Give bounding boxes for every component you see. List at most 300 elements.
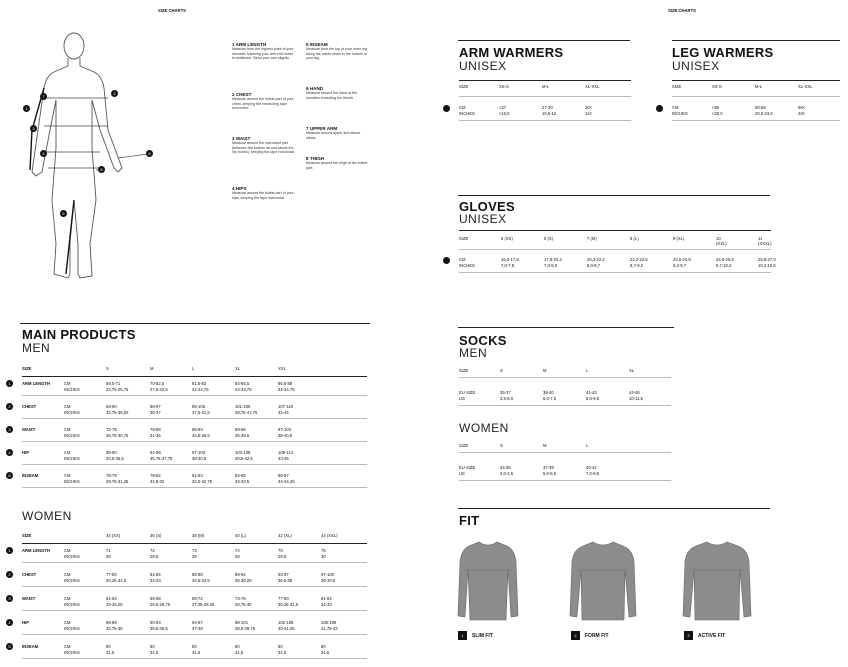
unit-inches: INCHES [64,479,80,484]
table-cell: 72 [150,548,155,553]
table-cell: 101-106 [235,404,251,409]
table-header-rule [22,543,367,544]
unit-cm: CM [459,105,466,110]
table-cell: 86-87 [278,473,289,478]
table-cell: 20,0-23,0 [755,111,773,116]
unit-cm: CM [64,620,71,625]
row-label: US [459,471,465,476]
unit-cm: CM [64,381,71,386]
table-cell: 89-98 [235,427,246,432]
table-cell: 5,0-6,5 [543,471,557,476]
table-header-cell: 44 (XXL) [321,533,338,538]
leg-warmers-rule [672,40,840,41]
table-cell: 61-64 [106,596,117,601]
unit-inches: INCHES [64,602,80,607]
unit-inches: INCHES [64,578,80,583]
table-cell: 33-33,5 [235,479,250,484]
row-label: US [459,396,465,401]
table-cell: 33-33,75 [235,387,252,392]
main-products-title: MAIN PRODUCTS [22,327,136,342]
marker-arm-length: 1 [23,105,30,112]
table-cell: 31,5-32 [150,479,165,484]
table-cell: 33,5-35,5 [106,456,124,461]
table-cell: 107-116 [278,404,294,409]
table-cell: 9,7-10,2 [716,263,732,268]
table-cell: 7,0-7,8 [501,263,515,268]
table-cell: 33,5-36,5 [192,433,210,438]
table-cell: 97-100 [321,572,335,577]
table-header-cell: 36 (S) [150,533,162,538]
table-cell: 35-38,5 [235,433,250,438]
row-marker: 1 [6,380,13,387]
row-label: ARM LENGTH [22,381,50,386]
unit-inches: INCHES [64,554,80,559]
socks-header-rule [459,377,671,378]
table-cell: <10,5 [499,111,510,116]
table-cell: 79-82 [150,473,161,478]
table-cell: 40,5-42,5 [235,456,253,461]
unit-inches: INCHES [64,410,80,415]
table-header-cell: SIZE [672,84,682,89]
table-header-cell: S [106,366,109,371]
table-cell: 41,75-43 [321,626,338,631]
table-header-cell: 8 (L) [630,236,639,241]
table-cell: 72-78 [106,427,117,432]
main-products-women-subtitle: WOMEN [22,509,72,523]
table-cell: 17,8-20,3 [544,257,562,262]
table-cell: 88-97 [150,404,161,409]
measure-4: 4 HIPS Measure around the fullest part of your hips, keeping the tape horizontal. [232,186,294,200]
unit-inches: INCHES [64,650,80,655]
table-row-rule [22,610,367,611]
table-cell: 98-101 [235,620,249,625]
row-marker: 2 [6,571,13,578]
table-cell: 35-36,25 [235,578,252,583]
table-cell: 75 [278,548,283,553]
table-header-cell: M-L [542,84,550,89]
table-row-rule [22,487,367,488]
unit-inches: INCHES [64,433,80,438]
active-fit-shirt [682,540,752,622]
table-cell: 86,5-88 [278,381,293,386]
table-header-cell: XL [629,368,635,373]
table-row-rule [22,395,367,396]
table-header-cell: SIZE [459,368,469,373]
table-cell: 76 [321,548,326,553]
table-cell: 29,5 [278,554,287,559]
table-cell: 9,2-9,7 [673,263,687,268]
table-cell: 20,3-22,2 [587,257,605,262]
table-cell: 35-37 [500,390,511,395]
socks-rule [458,327,674,328]
table-cell: 30< [585,105,593,110]
row-marker [443,105,450,112]
table-header-cell: XL-XXL [585,84,600,89]
table-cell: 38-40 [543,390,554,395]
table-header-cell: 6 (S) [544,236,554,241]
table-cell: <20,0 [712,111,723,116]
table-cell: 31,5 [150,650,159,655]
table-cell: 35-37 [150,410,161,415]
row-marker: 4 [6,449,13,456]
table-cell: 24,8-25,8 [716,257,734,262]
table-cell: 25,5-26,75 [150,602,171,607]
table-header-cell: M [150,366,154,371]
table-header-cell: 5 (XS) [501,236,513,241]
table-cell: 71 [106,548,111,553]
table-cell: 8,0-8,7 [587,263,601,268]
row-marker: 2 [6,403,13,410]
table-cell: 30,25-31,5 [278,602,299,607]
main-products-men-subtitle: MEN [22,341,51,355]
table-cell: 44-46 [629,390,640,395]
table-cell: 77-80 [278,596,289,601]
table-cell: 80 [192,644,197,649]
table-cell: 32,5-32,75 [192,479,213,484]
table-cell: 32-33 [321,602,332,607]
measure-1: 1 ARM LENGTH Measure from the highest point of your shoulder following your arm until down to wristbone. Bend your arm slightly. [232,42,294,61]
table-cell: 23,5-24,8 [673,257,691,262]
row-label: INSEAM [22,644,39,649]
row-label: ARM LENGTH [22,548,50,553]
table-cell: 8,0-9,5 [586,396,600,401]
table-cell: 38,5-39,75 [235,626,256,631]
table-cell: 85-93 [192,427,203,432]
main-products-rule [20,323,370,324]
fit-number-3: 3 [684,631,693,640]
table-cell: 102-105 [278,620,294,625]
table-header-cell: M [543,368,547,373]
table-cell: 38-39,5 [321,578,336,583]
unit-cm: CM [64,473,71,478]
table-header-cell: XS-S [712,84,722,89]
page-header-right: SIZE CHARTS [668,8,696,13]
fit-rule [458,508,770,509]
table-cell: 37,5-41,5 [192,410,210,415]
table-cell: 70-82,5 [150,381,165,386]
row-label: CHEST [22,572,37,577]
table-row-rule [22,464,367,465]
table-header-cell: 11 (XXXL) [758,236,772,246]
table-cell: 106-109 [321,620,337,625]
table-row-rule [672,120,840,121]
row-marker [443,257,450,264]
table-header-cell: 34 (XS) [106,533,121,538]
row-marker: 5 [6,643,13,650]
table-cell: 80 [106,644,111,649]
table-cell: 3,0-4,5 [500,471,514,476]
arm-warmers-subtitle: UNISEX [459,59,507,73]
marker-inseam: 5 [60,210,67,217]
table-cell: 27,5-32,5 [150,387,168,392]
table-cell: 16,0-17,8 [501,257,519,262]
row-marker: 5 [6,472,13,479]
table-cell: 7,0-8,5 [586,471,600,476]
table-top-rule [459,80,631,81]
socks-row-rule [459,405,671,406]
table-cell: 10-11,5 [629,396,643,401]
table-header-cell: SIZE [22,533,32,538]
table-cell: 41-43 [586,390,597,395]
measure-5: 5 INSEAM Measure from the top of your inner leg along the inside seam to the bottom of your leg. [306,42,367,61]
leg-warmers-title: LEG WARMERS [672,45,774,60]
table-cell: 76-79 [106,473,117,478]
table-cell: 40-42 [586,465,597,470]
table-header-rule [459,96,631,97]
table-cell: 10,5-12 [542,111,557,116]
table-cell: 12< [585,111,593,116]
gloves-title: GLOVES [459,199,515,214]
table-header-rule [672,96,840,97]
table-top-rule [672,80,840,81]
table-cell: 28,75-30 [235,602,252,607]
row-label: HIP [22,620,29,625]
row-label: EU SIZE [459,390,476,395]
table-cell: 27,25-28,25 [192,602,215,607]
table-row-rule [22,562,367,563]
table-cell: 37-38 [192,626,203,631]
table-header-cell: XL-XXL [798,84,813,89]
table-cell: 90-93 [150,620,161,625]
table-header-cell: XS-S [499,84,509,89]
row-marker: 3 [6,595,13,602]
row-label: WAIST [22,427,36,432]
table-cell: 95-105 [192,404,206,409]
table-cell: 32,75-35,50 [106,410,129,415]
table-cell: 58< [798,105,806,110]
table-cell: 31,5 [106,650,115,655]
table-cell: 81-84 [150,572,161,577]
table-cell: 97-103 [278,427,292,432]
table-cell: 38-40,5 [278,433,293,438]
table-cell: 81,5-83 [192,381,207,386]
form-fit-shirt [569,540,637,622]
table-cell: 25,8-27,0 [758,257,776,262]
table-cell: 84-85 [235,473,246,478]
table-cell: 28,75-30,75 [106,433,129,438]
table-row-rule [22,634,367,635]
table-cell: 74 [235,548,240,553]
fit-label-active: ACTIVE FIT [698,633,726,639]
table-header-cell: SIZE [459,443,469,448]
unit-inches: INCHES [672,111,688,116]
row-marker: 1 [6,547,13,554]
table-cell: 80 [321,644,326,649]
marker-chest: 2 [111,90,118,97]
page-header-left: SIZE CHARTS [158,8,186,13]
table-cell: 80 [278,644,283,649]
row-label: WAIST [22,596,36,601]
table-cell: 39,75-41,75 [235,410,258,415]
table-cell: <50 [712,105,720,110]
table-header-cell: L [192,366,195,371]
measure-7: 7 UPPER ARM Measure around upper arm above elbow. [306,126,361,140]
table-cell: 32-32,75 [192,387,209,392]
arm-warmers-rule [458,40,630,41]
table-header-cell: XL [235,366,241,371]
row-marker: 4 [6,619,13,626]
measure-8: 8 THIGH Measure around the thigh at the fullest part. [306,156,368,170]
table-cell: 93-97 [278,572,289,577]
table-header-cell: XXL [278,366,286,371]
table-cell: <27 [499,105,507,110]
arm-warmers-title: ARM WARMERS [459,45,564,60]
table-cell: 31-35 [150,433,161,438]
row-label: CHEST [22,404,37,409]
table-cell: 73 [192,548,197,553]
table-cell: 33,5-34,5 [192,578,210,583]
table-cell: 81-84 [321,596,332,601]
table-cell: 28,5 [150,554,159,559]
socks-men-subtitle: MEN [459,346,488,360]
table-cell: 34-34,75 [278,387,295,392]
table-cell: 24-25,25 [106,602,123,607]
table-cell: 37-39 [543,465,554,470]
table-cell: 27-30 [542,105,553,110]
table-header-cell: S [500,368,503,373]
table-cell: 97-103 [192,450,206,455]
table-header-cell: L [586,443,589,448]
table-cell: 7,0-8,0 [544,263,558,268]
table-cell: 50-58 [755,105,766,110]
fit-number-1: 1 [458,631,467,640]
marker-thigh: 8 [98,166,105,173]
table-row-rule [22,418,367,419]
socks-women-subtitle: WOMEN [459,421,509,435]
table-header-cell: S [500,443,503,448]
table-cell: 89-92 [235,572,246,577]
table-cell: 22,2-23,5 [630,257,648,262]
table-cell: 29 [192,554,197,559]
table-cell: 85-88 [192,572,203,577]
table-cell: 109-114 [278,450,294,455]
table-header-cell: SIZE [459,84,469,89]
table-cell: 91-98 [150,450,161,455]
table-cell: 36,5-38 [278,578,293,583]
unit-cm: CM [672,105,679,110]
socks-header-rule [459,452,671,453]
table-header-cell: 10 (XXL) [716,236,727,246]
table-cell: 86-89 [106,620,117,625]
table-cell: 80 [235,644,240,649]
marker-waist: 3 [30,125,37,132]
table-cell: 73-76 [235,596,246,601]
table-cell: 80 [150,644,155,649]
unit-inches: INCHES [459,263,475,268]
unit-cm: CM [64,404,71,409]
table-cell: 31,5 [235,650,244,655]
table-row-rule [459,120,631,121]
unit-cm: CM [64,596,71,601]
gloves-header-rule [459,249,771,250]
table-cell: 81-83 [192,473,203,478]
table-cell: 85-90 [106,450,117,455]
table-cell: 6,0-7,5 [543,396,557,401]
unit-cm: CM [64,572,71,577]
row-label: HIP [22,450,29,455]
table-cell: 31,5 [278,650,287,655]
unit-cm: CM [64,644,71,649]
table-cell: 29 [235,554,240,559]
fit-number-2: 2 [571,631,580,640]
table-row-rule [22,658,367,659]
row-label: INSEAM [22,473,39,478]
measure-3: 3 WAIST Measure around the narrowest part (between the bottom rib and above the hip bones), keeping the tape horizontal. [232,136,295,155]
table-header-cell: 40 (L) [235,533,246,538]
unit-inches: INCHES [64,626,80,631]
table-cell: 30,25-31,5 [106,578,127,583]
table-cell: 35,5-36,5 [150,626,168,631]
table-cell: 38-40,5 [192,456,207,461]
table-cell: 103-108 [235,450,251,455]
table-cell: 30 [321,554,326,559]
table-cell: 28 [106,554,111,559]
table-cell: 23< [798,111,806,116]
unit-inches: INCHES [64,456,80,461]
table-row-rule [22,441,367,442]
unit-inches: INCHES [459,111,475,116]
gloves-top-rule [459,230,771,231]
socks-row-rule [459,480,671,481]
fit-label-slim: SLIM FIT [472,633,493,639]
row-label: EU SIZE [459,465,476,470]
table-cell: 42-44 [278,410,289,415]
table-cell: 77-80 [106,572,117,577]
table-cell: 69-72 [192,596,203,601]
table-cell: 34-36 [500,465,511,470]
unit-cm: CM [64,548,71,553]
table-header-cell: 42 (XL) [278,533,292,538]
row-marker: 3 [6,426,13,433]
table-header-cell: M-L [755,84,763,89]
table-cell: 94-97 [192,620,203,625]
marker-upper-arm: 7 [40,93,47,100]
socks-title: SOCKS [459,333,507,348]
table-cell: 29,75-31,25 [106,479,129,484]
unit-cm: CM [64,450,71,455]
measure-6: 6 HAND Measure around the hand at the knuckles excluding the thumb. [306,86,358,100]
table-header-cell: 7 (M) [587,236,597,241]
unit-cm: CM [459,257,466,262]
leg-warmers-subtitle: UNISEX [672,59,720,73]
gloves-rule [458,195,770,196]
table-cell: 84-85,5 [235,381,250,386]
table-cell: 43-45 [278,456,289,461]
table-header-cell: 38 (M) [192,533,205,538]
fit-label-form: FORM FIT [585,633,609,639]
row-marker [656,105,663,112]
marker-hand: 6 [146,150,153,157]
table-cell: 33,75-35 [106,626,123,631]
gloves-subtitle: UNISEX [459,212,507,226]
table-header-cell: L [586,368,589,373]
fit-title: FIT [459,513,480,528]
unit-cm: CM [64,427,71,432]
table-header-cell: M [543,443,547,448]
table-cell: 40-41,25 [278,626,295,631]
gloves-row-rule [459,272,771,273]
table-row-rule [22,586,367,587]
table-cell: 32-33 [150,578,161,583]
table-cell: 31,5 [192,650,201,655]
marker-hips: 4 [40,150,47,157]
table-cell: 8,7-9,2 [630,263,644,268]
table-cell: 3,5-5,0 [500,396,514,401]
table-cell: 65-68 [150,596,161,601]
table-cell: 34-34,25 [278,479,295,484]
unit-inches: INCHES [64,387,80,392]
table-cell: 59,5-71 [106,381,121,386]
